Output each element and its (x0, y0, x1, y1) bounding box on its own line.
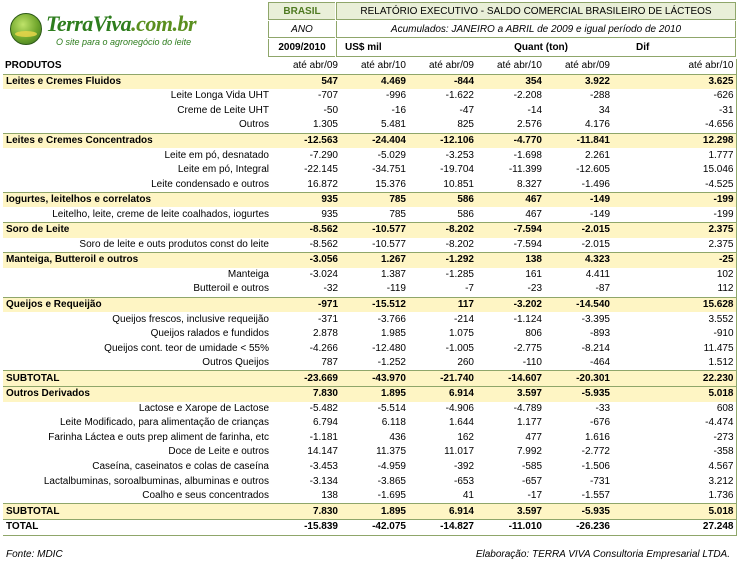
value-cell: 11.017 (408, 445, 476, 460)
product-row (3, 431, 736, 446)
value-cell: -1.622 (408, 89, 476, 104)
logo-brand-domain: .com.br (131, 11, 197, 36)
value-cell: -910 (612, 327, 736, 342)
value-cell: -3.766 (340, 312, 408, 327)
value-cell: -1.557 (544, 489, 612, 504)
value-cell: -8.562 (273, 238, 340, 253)
value-cell: 547 (273, 74, 340, 89)
value-cell: 12.298 (612, 133, 736, 148)
value-cell: -707 (273, 89, 340, 104)
value-cell: -12.563 (273, 133, 340, 148)
value-cell: -119 (340, 282, 408, 297)
value-cell: 2.375 (612, 223, 736, 238)
value-cell: 10.851 (408, 177, 476, 192)
row-label: Queijos cont. teor de umidade < 55% (3, 341, 273, 356)
column-header-products: PRODUTOS (3, 59, 273, 74)
value-cell: 3.625 (612, 74, 736, 89)
value-cell: 117 (408, 297, 476, 312)
row-label: Leites e Cremes Fluidos (3, 74, 273, 89)
row-label: Leite Longa Vida UHT (3, 89, 273, 104)
subtotal-row (3, 371, 736, 387)
value-cell: -4.266 (273, 341, 340, 356)
row-label: Leite condensado e outros (3, 177, 273, 192)
value-cell: 162 (408, 431, 476, 446)
value-cell: 6.914 (408, 504, 476, 520)
row-label: TOTAL (3, 519, 273, 535)
value-cell: -11.399 (476, 163, 544, 178)
value-cell: -14.607 (476, 371, 544, 387)
value-cell: -14 (476, 104, 544, 119)
value-cell: -4.474 (612, 416, 736, 431)
value-cell: 467 (476, 192, 544, 207)
logo-brand (46, 11, 196, 37)
row-label: Soro de leite e outs produtos const do leite (3, 238, 273, 253)
value-cell: 5.018 (612, 387, 736, 402)
column-header-period: até abr/10 (612, 59, 736, 74)
value-cell: -2.775 (476, 341, 544, 356)
value-cell: 15.628 (612, 297, 736, 312)
value-cell: 7.830 (273, 504, 340, 520)
value-cell: -110 (476, 356, 544, 371)
value-cell: -392 (408, 460, 476, 475)
row-label: Queijos e Requeijão (3, 297, 273, 312)
value-cell: 14.147 (273, 445, 340, 460)
value-cell: -3.024 (273, 268, 340, 283)
value-cell: -21.740 (408, 371, 476, 387)
value-cell: 4.176 (544, 118, 612, 133)
value-cell: -11.010 (476, 519, 544, 535)
product-row (3, 177, 736, 192)
value-cell: -199 (612, 207, 736, 222)
value-cell: -4.959 (340, 460, 408, 475)
product-row (3, 312, 736, 327)
value-cell: -7.594 (476, 238, 544, 253)
value-cell: 1.075 (408, 327, 476, 342)
value-cell: -657 (476, 474, 544, 489)
value-cell: -12.605 (544, 163, 612, 178)
row-label: Queijos ralados e fundidos (3, 327, 273, 342)
value-cell: -10.577 (340, 223, 408, 238)
value-cell: -23.669 (273, 371, 340, 387)
value-cell: 3.552 (612, 312, 736, 327)
value-cell: -5.935 (544, 504, 612, 520)
value-cell: 2.375 (612, 238, 736, 253)
row-label: Lactose e Xarope de Lactose (3, 402, 273, 417)
value-cell: -653 (408, 474, 476, 489)
category-row (3, 223, 736, 238)
value-cell: -4.906 (408, 402, 476, 417)
value-cell: -25 (612, 253, 736, 268)
value-cell: 2.576 (476, 118, 544, 133)
value-cell: -1.285 (408, 268, 476, 283)
value-cell: 41 (408, 489, 476, 504)
accumulated-period: Acumulados: JANEIRO a ABRIL de 2009 e igual período de 2010 (336, 21, 736, 38)
value-cell: -3.056 (273, 253, 340, 268)
value-cell: -2.015 (544, 238, 612, 253)
value-cell: -12.480 (340, 341, 408, 356)
value-cell: -10.577 (340, 238, 408, 253)
value-cell: 1.305 (273, 118, 340, 133)
value-cell: 1.895 (340, 504, 408, 520)
value-cell: -996 (340, 89, 408, 104)
value-cell: 825 (408, 118, 476, 133)
value-cell: 102 (612, 268, 736, 283)
value-cell: 5.481 (340, 118, 408, 133)
value-cell: -1.695 (340, 489, 408, 504)
value-cell: -585 (476, 460, 544, 475)
report-header (0, 0, 738, 60)
product-row (3, 163, 736, 178)
row-label: Soro de Leite (3, 223, 273, 238)
value-cell: 4.469 (340, 74, 408, 89)
report-title: RELATÓRIO EXECUTIVO - SALDO COMERCIAL BRASILEIRO DE LÁCTEOS (336, 2, 736, 20)
value-cell: 586 (408, 192, 476, 207)
value-cell: 11.375 (340, 445, 408, 460)
value-cell: 16.872 (273, 177, 340, 192)
country-label: BRASIL (268, 2, 335, 20)
logo-tagline: O site para o agronegócio do leite (56, 37, 192, 47)
product-row (3, 416, 736, 431)
column-header-period: até abr/10 (476, 59, 544, 74)
product-row (3, 402, 736, 417)
value-cell: -32 (273, 282, 340, 297)
product-row (3, 341, 736, 356)
value-cell: -4.656 (612, 118, 736, 133)
column-header-period: até abr/10 (340, 59, 408, 74)
value-cell: -8.214 (544, 341, 612, 356)
value-cell: -149 (544, 192, 612, 207)
value-cell: 935 (273, 207, 340, 222)
value-cell: 806 (476, 327, 544, 342)
value-cell: 8.327 (476, 177, 544, 192)
product-row (3, 474, 736, 489)
value-cell: -5.935 (544, 387, 612, 402)
product-row (3, 460, 736, 475)
value-cell: 608 (612, 402, 736, 417)
row-label: Outros (3, 118, 273, 133)
value-cell: -43.970 (340, 371, 408, 387)
value-cell: 6.118 (340, 416, 408, 431)
value-cell: 2.261 (544, 148, 612, 163)
value-cell: -1.698 (476, 148, 544, 163)
value-cell: -626 (612, 89, 736, 104)
value-cell: -8.562 (273, 223, 340, 238)
value-cell: -15.839 (273, 519, 340, 535)
column-header-period: até abr/09 (273, 59, 340, 74)
value-cell: -7.594 (476, 223, 544, 238)
value-cell: 3.922 (544, 74, 612, 89)
row-label: Outros Derivados (3, 387, 273, 402)
value-cell: 5.018 (612, 504, 736, 520)
row-label: Manteiga, Butteroil e outros (3, 253, 273, 268)
value-cell: -31 (612, 104, 736, 119)
value-cell: 4.411 (544, 268, 612, 283)
value-cell: 6.794 (273, 416, 340, 431)
value-cell: -4.770 (476, 133, 544, 148)
value-cell: 785 (340, 207, 408, 222)
report-footer (0, 548, 738, 564)
value-cell: 4.323 (544, 253, 612, 268)
value-cell: 112 (612, 282, 736, 297)
globe-icon (10, 13, 42, 45)
value-cell: -12.106 (408, 133, 476, 148)
value-cell: 477 (476, 431, 544, 446)
value-cell: -24.404 (340, 133, 408, 148)
value-cell: -3.395 (544, 312, 612, 327)
terraviva-logo[interactable] (4, 3, 266, 57)
category-row (3, 253, 736, 268)
row-label: Leite em pó, desnatado (3, 148, 273, 163)
value-cell: 161 (476, 268, 544, 283)
value-cell: -1.252 (340, 356, 408, 371)
row-label: Outros Queijos (3, 356, 273, 371)
value-cell: -19.704 (408, 163, 476, 178)
value-cell: -214 (408, 312, 476, 327)
row-label: SUBTOTAL (3, 504, 273, 520)
value-cell: -3.453 (273, 460, 340, 475)
value-cell: -2.208 (476, 89, 544, 104)
category-row (3, 192, 736, 207)
value-cell: -1.292 (408, 253, 476, 268)
value-cell: 27.248 (612, 519, 736, 535)
value-cell: -3.253 (408, 148, 476, 163)
value-cell: -16 (340, 104, 408, 119)
source-note: Fonte: MDIC (6, 549, 63, 560)
value-cell: -893 (544, 327, 612, 342)
product-row (3, 282, 736, 297)
category-row (3, 387, 736, 402)
row-label: Queijos frescos, inclusive requeijão (3, 312, 273, 327)
row-label: Leite em pó, Integral (3, 163, 273, 178)
product-row (3, 207, 736, 222)
category-row (3, 297, 736, 312)
row-label: SUBTOTAL (3, 371, 273, 387)
value-cell: 354 (476, 74, 544, 89)
value-cell: 787 (273, 356, 340, 371)
row-label: Lactalbuminas, soroalbuminas, albuminas e outros (3, 474, 273, 489)
value-cell: -1.124 (476, 312, 544, 327)
value-cell: -20.301 (544, 371, 612, 387)
row-label: Manteiga (3, 268, 273, 283)
value-cell: 7.992 (476, 445, 544, 460)
value-cell: -149 (544, 207, 612, 222)
row-label: Butteroil e outros (3, 282, 273, 297)
value-cell: -199 (612, 192, 736, 207)
value-cell: -844 (408, 74, 476, 89)
product-row (3, 238, 736, 253)
row-label: Leites e Cremes Concentrados (3, 133, 273, 148)
value-cell: 1.736 (612, 489, 736, 504)
category-row (3, 133, 736, 148)
category-row (3, 74, 736, 89)
value-cell: -3.202 (476, 297, 544, 312)
value-cell: 1.616 (544, 431, 612, 446)
value-cell: 3.597 (476, 387, 544, 402)
value-cell: -676 (544, 416, 612, 431)
product-row (3, 356, 736, 371)
value-cell: -2.772 (544, 445, 612, 460)
product-row (3, 148, 736, 163)
row-label: Leite Modificado, para alimentação de crianças (3, 416, 273, 431)
row-label: Doce de Leite e outros (3, 445, 273, 460)
period-label: 2009/2010 (268, 39, 335, 57)
value-cell: -371 (273, 312, 340, 327)
value-cell: 1.777 (612, 148, 736, 163)
value-cell: -4.789 (476, 402, 544, 417)
value-cell: 1.895 (340, 387, 408, 402)
value-cell: 3.597 (476, 504, 544, 520)
value-cell: 3.212 (612, 474, 736, 489)
value-cell: 2.878 (273, 327, 340, 342)
value-cell: -273 (612, 431, 736, 446)
value-cell: -4.525 (612, 177, 736, 192)
value-cell: -42.075 (340, 519, 408, 535)
total-row (3, 519, 736, 535)
value-cell: -87 (544, 282, 612, 297)
value-cell: 6.914 (408, 387, 476, 402)
value-cell: -5.029 (340, 148, 408, 163)
value-cell: 1.644 (408, 416, 476, 431)
row-label: Iogurtes, leitelhos e correlatos (3, 192, 273, 207)
value-cell: 11.475 (612, 341, 736, 356)
product-row (3, 268, 736, 283)
value-cell: 260 (408, 356, 476, 371)
value-cell: -14.827 (408, 519, 476, 535)
usd-column-group: US$ mil (336, 39, 472, 57)
subtotal-row (3, 504, 736, 520)
value-cell: -1.506 (544, 460, 612, 475)
value-cell: -2.015 (544, 223, 612, 238)
value-cell: 1.985 (340, 327, 408, 342)
value-cell: -15.512 (340, 297, 408, 312)
row-label: Farinha Láctea e outs prep aliment de farinha, etc (3, 431, 273, 446)
value-cell: -47 (408, 104, 476, 119)
column-header-period: até abr/09 (544, 59, 612, 74)
value-cell: 15.046 (612, 163, 736, 178)
product-row (3, 104, 736, 119)
value-cell: -731 (544, 474, 612, 489)
value-cell: 138 (273, 489, 340, 504)
value-cell: 467 (476, 207, 544, 222)
value-cell: -7 (408, 282, 476, 297)
trade-balance-table (3, 59, 737, 536)
value-cell: 7.830 (273, 387, 340, 402)
value-cell: -971 (273, 297, 340, 312)
value-cell: -1.005 (408, 341, 476, 356)
value-cell: -288 (544, 89, 612, 104)
value-cell: -8.202 (408, 223, 476, 238)
value-cell: -23 (476, 282, 544, 297)
column-header-period: até abr/09 (408, 59, 476, 74)
value-cell: -11.841 (544, 133, 612, 148)
value-cell: -26.236 (544, 519, 612, 535)
row-label: Coalho e seus concentrados (3, 489, 273, 504)
logo-brand-main: TerraViva (46, 11, 132, 36)
value-cell: -50 (273, 104, 340, 119)
row-label: Leitelho, leite, creme de leite coalhados, iogurtes (3, 207, 273, 222)
value-cell: 586 (408, 207, 476, 222)
value-cell: 1.387 (340, 268, 408, 283)
value-cell: 1.177 (476, 416, 544, 431)
product-row (3, 89, 736, 104)
row-label: Caseína, caseinatos e colas de caseína (3, 460, 273, 475)
quantity-column-group: Quant (ton) (472, 39, 608, 57)
value-cell: 22.230 (612, 371, 736, 387)
value-cell: 34 (544, 104, 612, 119)
value-cell: -3.134 (273, 474, 340, 489)
row-label: Creme de Leite UHT (3, 104, 273, 119)
value-cell: 15.376 (340, 177, 408, 192)
value-cell: -1.496 (544, 177, 612, 192)
value-cell: 1.267 (340, 253, 408, 268)
column-header-row (3, 59, 736, 74)
value-cell: -7.290 (273, 148, 340, 163)
value-cell: -33 (544, 402, 612, 417)
value-cell: 1.512 (612, 356, 736, 371)
product-row (3, 327, 736, 342)
product-row (3, 445, 736, 460)
value-cell: 138 (476, 253, 544, 268)
value-cell: -5.482 (273, 402, 340, 417)
year-label: ANO (268, 21, 335, 38)
product-row (3, 118, 736, 133)
product-row (3, 489, 736, 504)
value-cell: -34.751 (340, 163, 408, 178)
value-cell: -464 (544, 356, 612, 371)
value-cell: -5.514 (340, 402, 408, 417)
value-cell: -17 (476, 489, 544, 504)
value-cell: -14.540 (544, 297, 612, 312)
value-cell: -3.865 (340, 474, 408, 489)
value-cell: -1.181 (273, 431, 340, 446)
value-cell: 935 (273, 192, 340, 207)
difference-column-group: Dif (608, 39, 736, 57)
value-cell: 4.567 (612, 460, 736, 475)
value-cell: -8.202 (408, 238, 476, 253)
value-cell: 785 (340, 192, 408, 207)
elaboration-note: Elaboração: TERRA VIVA Consultoria Empresarial LTDA. (475, 549, 730, 560)
value-cell: 436 (340, 431, 408, 446)
value-cell: -358 (612, 445, 736, 460)
value-cell: -22.145 (273, 163, 340, 178)
